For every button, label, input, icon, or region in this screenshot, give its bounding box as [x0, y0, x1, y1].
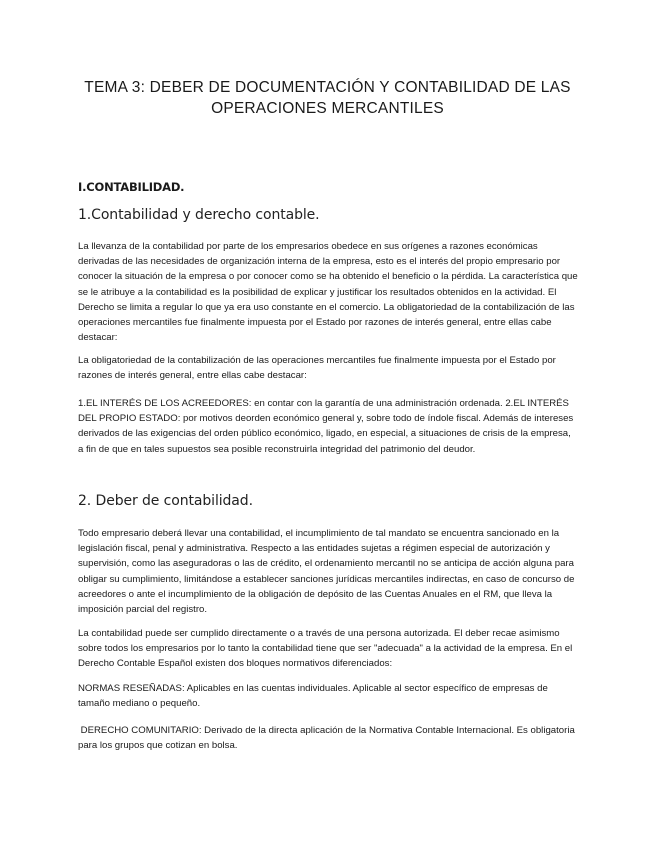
paragraph-4: Todo empresario deberá llevar una contabilidad, el incumplimiento de tal mandato se encuentra sancionado en la legislación fiscal, penal y administrativa. Respecto a las entidades sujetas a régimen especial de autorización y supervisión, como las aseguradoras o las de crédito, el ordenamiento mercantil no se anticipa de acción alguna para obligar su cumplimiento, limitándose a establecer sanciones jurídicas mercantiles indirectas, en caso de concurso de acreedores o ante el incumplimiento de la obligación de depósito de las Cuentas Anuales en el RM, que lleva la imposición parcial del registro.	[78, 528, 575, 616]
paragraph-2: La obligatoriedad de la contabilización de las operaciones mercantiles fue finalmente impuesta por el Estado por razones de interés general, entre ellas cabe destacar:	[78, 355, 556, 382]
subheading-contabilidad: 1.Contabilidad y derecho contable.	[78, 207, 320, 223]
section-heading: I.CONTABILIDAD.	[78, 180, 185, 194]
document-title	[60, 77, 595, 119]
paragraph-1: La llevanza de la contabilidad por parte de los empresarios obedece en sus orígenes a razones económicas derivadas de las necesidades de organización interna de la empresa, esto es el interés del propio empresario por conocer la situación de la empresa o por conocer como se ha obtenido el beneficio o la pérdida. La característica que se le atribuye a la contabilidad es la posibilidad de explicar y justificar los resultados obtenidos en la actividad. El Derecho se limita a regular lo que ya era uso constante en el comercio. La obligatoriedad de la contabilización de las operaciones mercantiles fue finalmente impuesta por el Estado por razones de interés general, entre ellas cabe destacar:	[78, 241, 578, 344]
subheading-deber: 2. Deber de contabilidad.	[78, 493, 253, 509]
title-line-2: OPERACIONES MERCANTILES	[211, 100, 444, 117]
paragraph-6: NORMAS RESEÑADAS: Aplicables en las cuentas individuales. Aplicable al sector específico de empresas de tamaño mediano o pequeño.	[78, 683, 548, 710]
title-line-1: TEMA 3: DEBER DE DOCUMENTACIÓN Y CONTABILIDAD DE LAS	[84, 79, 571, 96]
paragraph-5: La contabilidad puede ser cumplido directamente o a través de una persona autorizada. El deber recae asimismo sobre todos los empresarios por lo tanto la contabilidad tiene que ser "adecuada" a la actividad de la empresa. En el Derecho Contable Español existen dos bloques normativos diferenciados:	[78, 628, 573, 670]
paragraph-3: 1.EL INTERÉS DE LOS ACREEDORES: en contar con la garantía de una administración ordenada. 2.EL INTERÉS DEL PROPIO ESTADO: por motivos deorden económico general y, sobre todo de índole fiscal. Además de intereses derivados de las exigencias del orden público económico, ligado, en especial, a situaciones de crisis de la empresa, a fin de que en tales supuestos sea posible reconstruirla integridad del patrimonio del deudor.	[78, 398, 574, 455]
paragraph-7: DERECHO COMUNITARIO: Derivado de la directa aplicación de la Normativa Contable Internacional. Es obligatoria para los grupos que cotizan en bolsa.	[78, 725, 578, 752]
